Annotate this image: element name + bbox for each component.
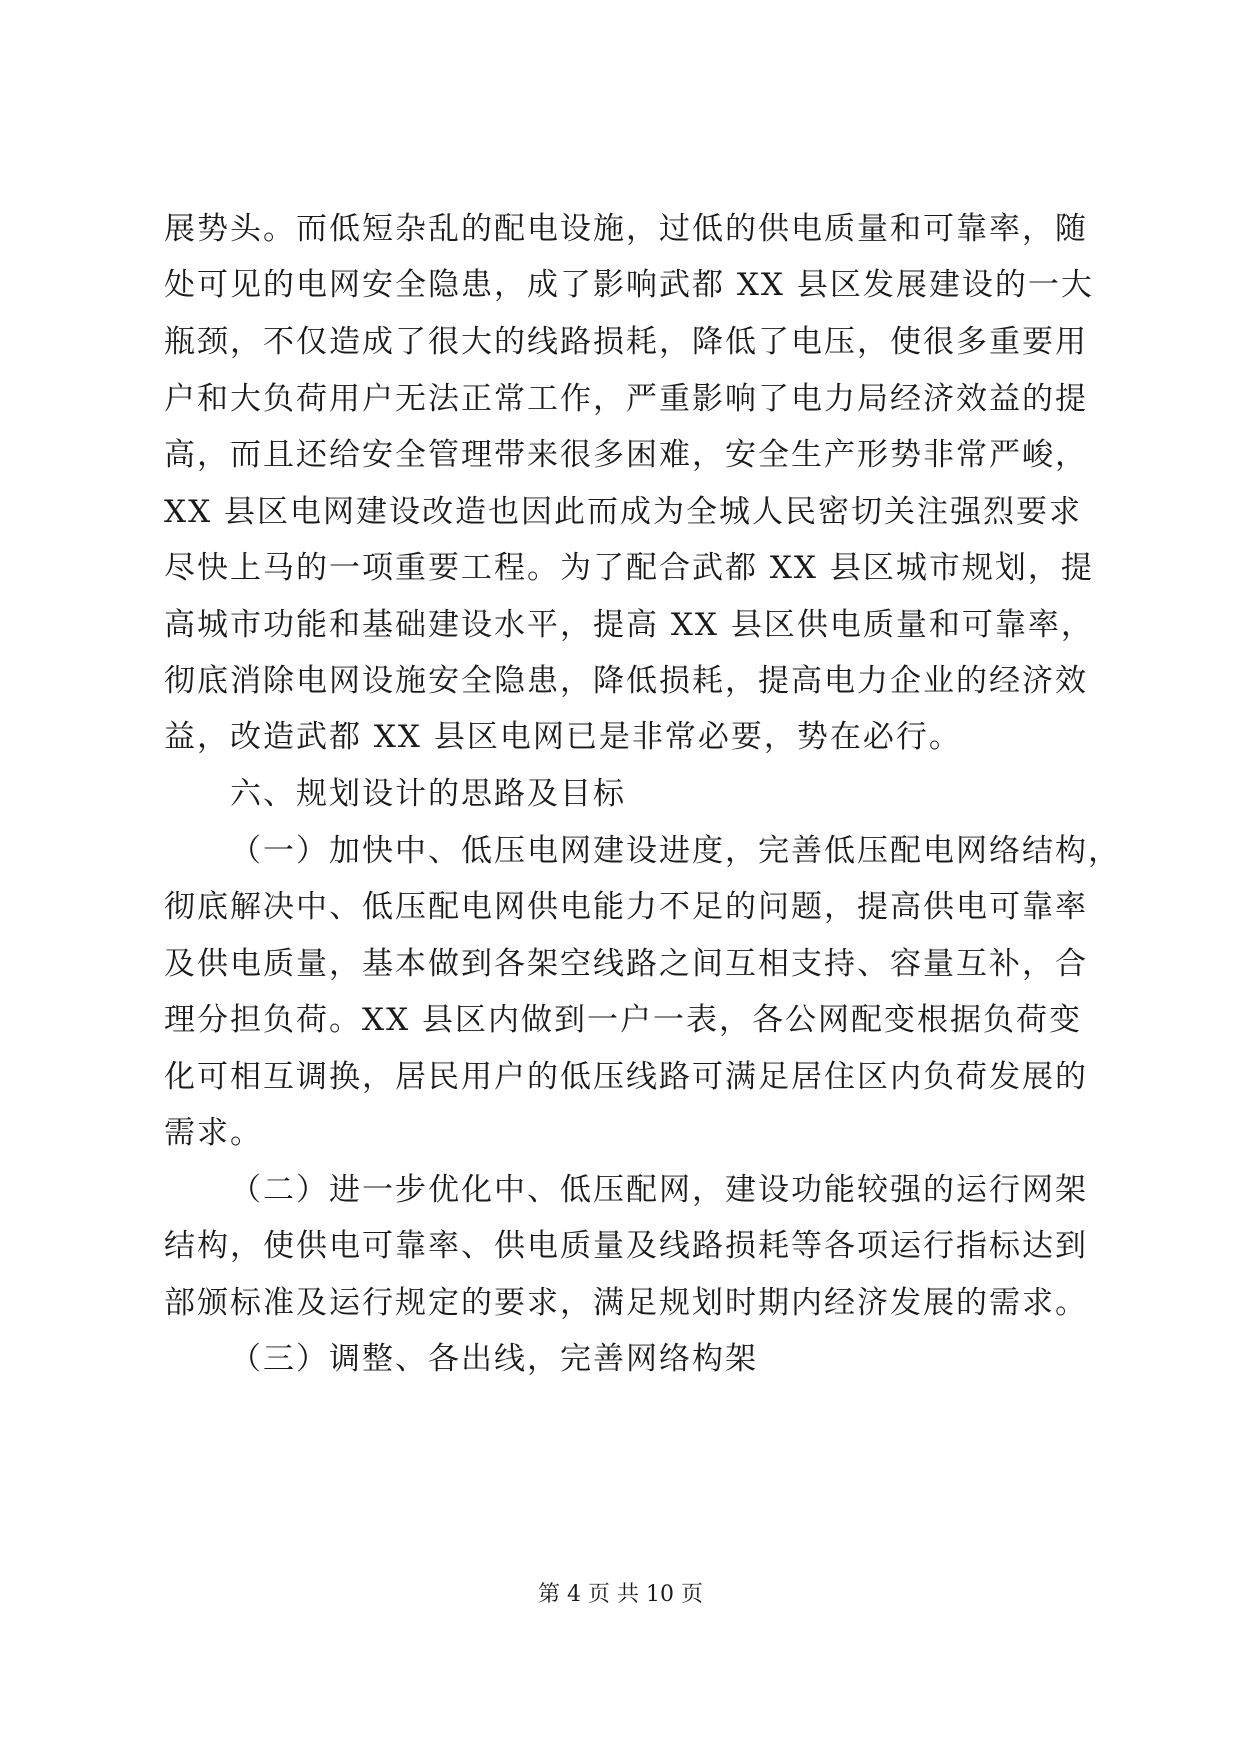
body-text-line: 展势头。而低短杂乱的配电设施，过低的供电质量和可靠率，随: [164, 211, 1088, 247]
body-text-line: 高城市功能和基础建设水平，提高 XX 县区供电质量和可靠率，: [164, 607, 1094, 643]
body-text-line: 及供电质量，基本做到各架空线路之间互相支持、容量互补，合: [164, 946, 1088, 982]
body-text-line: 部颁标准及运行规定的要求，满足规划时期内经济发展的需求。: [164, 1285, 1088, 1321]
body-text-line: 化可相互调换，居民用户的低压线路可满足居住区内负荷发展的: [164, 1059, 1088, 1095]
body-text-line: 理分担负荷。XX 县区内做到一户一表，各公网配变根据负荷变: [164, 1002, 1082, 1038]
body-text-line: XX 县区电网建设改造也因此而成为全城人民密切关注强烈要求: [164, 494, 1082, 530]
body-text-line: 结构，使供电可靠率、供电质量及线路损耗等各项运行指标达到: [164, 1228, 1088, 1264]
body-text-line: 处可见的电网安全隐患，成了影响武都 XX 县区发展建设的一大: [164, 267, 1094, 303]
page-number-footer: 第 4 页 共 10 页: [538, 1582, 703, 1607]
body-text-line: 需求。: [164, 1115, 263, 1151]
body-text-line: 彻底消除电网设施安全隐患，降低损耗，提高电力企业的经济效: [164, 663, 1088, 699]
body-text-line: 益，改造武都 XX 县区电网已是非常必要，势在必行。: [164, 719, 962, 755]
body-text-line: 户和大负荷用户无法正常工作，严重影响了电力局经济效益的提: [164, 381, 1088, 417]
body-text-line: 尽快上马的一项重要工程。为了配合武都 XX 县区城市规划，提: [164, 550, 1094, 586]
paragraph-first-line: （二）进一步优化中、低压配网，建设功能较强的运行网架: [230, 1172, 1088, 1208]
body-text-line: 瓶颈，不仅造成了很大的线路损耗，降低了电压，使很多重要用: [164, 324, 1088, 360]
paragraph-first-line: （一）加快中、低压电网建设进度，完善低压配电网络结构，: [230, 833, 1121, 869]
body-text-line: 高，而且还给安全管理带来很多困难，安全生产形势非常严峻，: [164, 437, 1088, 473]
paragraph-first-line: （三）调整、各出线，完善网络构架: [230, 1341, 758, 1377]
body-text-line: 彻底解决中、低压配电网供电能力不足的问题，提高供电可靠率: [164, 889, 1088, 925]
section-heading: 六、规划设计的思路及目标: [230, 776, 626, 812]
